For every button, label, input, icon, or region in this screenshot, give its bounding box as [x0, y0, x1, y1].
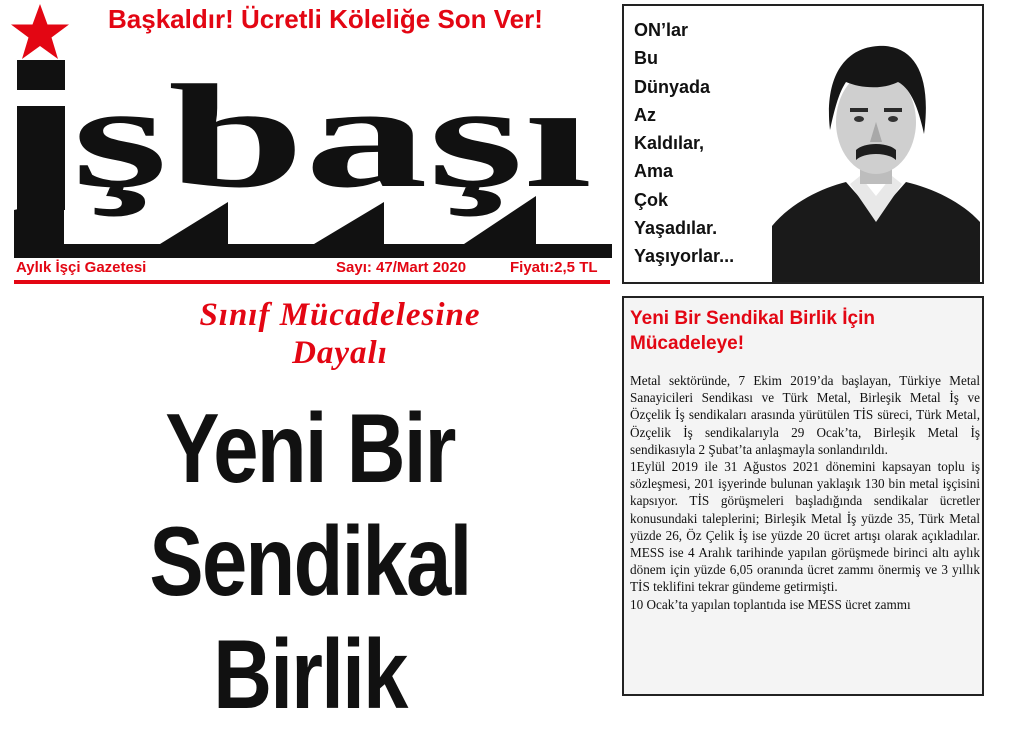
article-paragraph: Metal sektöründe, 7 Ekim 2019’da başlayan, Türkiye Metal Sanayicileri Sendikası ve Türk Metal, Birleşik Metal İş ve Özçelik İş sendikaları arasında yürütülen TİS süreci, Türk Metal, Özçelik İş sendikalarıyla 29 Ocak’ta, Birleşik Metal İş sendikasıyla 2 Şubat’ta anlaşmayla sonlandırıldı. [630, 373, 980, 457]
quote-line: Kaldılar, [634, 133, 705, 154]
quote-lines [634, 16, 734, 271]
kicker-line: Dayalı [292, 335, 388, 371]
article-paragraph: 10 Ocak’ta yapılan toplantıda ise MESS ücret zammı [630, 596, 911, 612]
svg-text:şbaşı: şbaşı [72, 58, 592, 219]
headline-line: Birlik [213, 619, 407, 729]
article-paragraph: 1Eylül 2019 ile 31 Ağustos 2021 dönemini kapsayan toplu iş sözleşmesi, 201 işyerinde bulunan yaklaşık 130 bin metal işçisini kapsıyor. TİS görüşmeleri başladığında sendikalar ücretler konusundaki taleplerini; Birleşik Metal İş yüzde 35, Türk Metal yüzde 26, Öz Çelik İş ise yüzde 20 ücret artışı olarak açıkladılar. MESS ise 4 Aralık tarihinde yapılan görüşmede birinci altı aylık dönem için yüzde 6,05 oranında ücret zammı önermiş ve 3 yıllık TİS teklifini tekrar gündeme getirmişti. [630, 459, 980, 595]
headline-line: Yeni Bir [165, 393, 455, 503]
quote-line: Ama [634, 161, 674, 182]
quote-line: Az [634, 104, 656, 125]
main-headline [69, 392, 550, 731]
kicker-line: Sınıf Mücadelesine [199, 297, 481, 333]
quote-line: Yaşıyorlar... [634, 246, 735, 267]
portrait-photo [772, 26, 980, 282]
quote-line: Yaşadılar. [634, 218, 718, 239]
quote-box [622, 4, 984, 284]
masthead-logo [14, 58, 612, 258]
paper-subtitle: Aylık İşçi Gazetesi [16, 259, 147, 276]
quote-line: Bu [634, 48, 658, 69]
side-article-body [630, 372, 980, 613]
issue-number: Sayı: 47/Mart 2020 [336, 259, 467, 276]
headline-line: Sendikal [149, 506, 471, 616]
quote-line: Dünyada [634, 76, 711, 97]
red-divider [14, 280, 610, 284]
quote-line: ON’lar [634, 20, 689, 40]
slogan: Başkaldır! Ücretli Köleliğe Son Ver! [108, 4, 543, 34]
side-article-title: Yeni Bir Sendikal Birlik İçin Mücadeleye! [630, 308, 875, 354]
quote-line: Çok [634, 189, 669, 210]
side-article [622, 296, 984, 696]
masthead-subline [14, 259, 612, 279]
red-star-icon [8, 2, 72, 62]
headline-kicker [120, 296, 560, 372]
price-label: Fiyatı:2,5 TL [510, 259, 598, 276]
